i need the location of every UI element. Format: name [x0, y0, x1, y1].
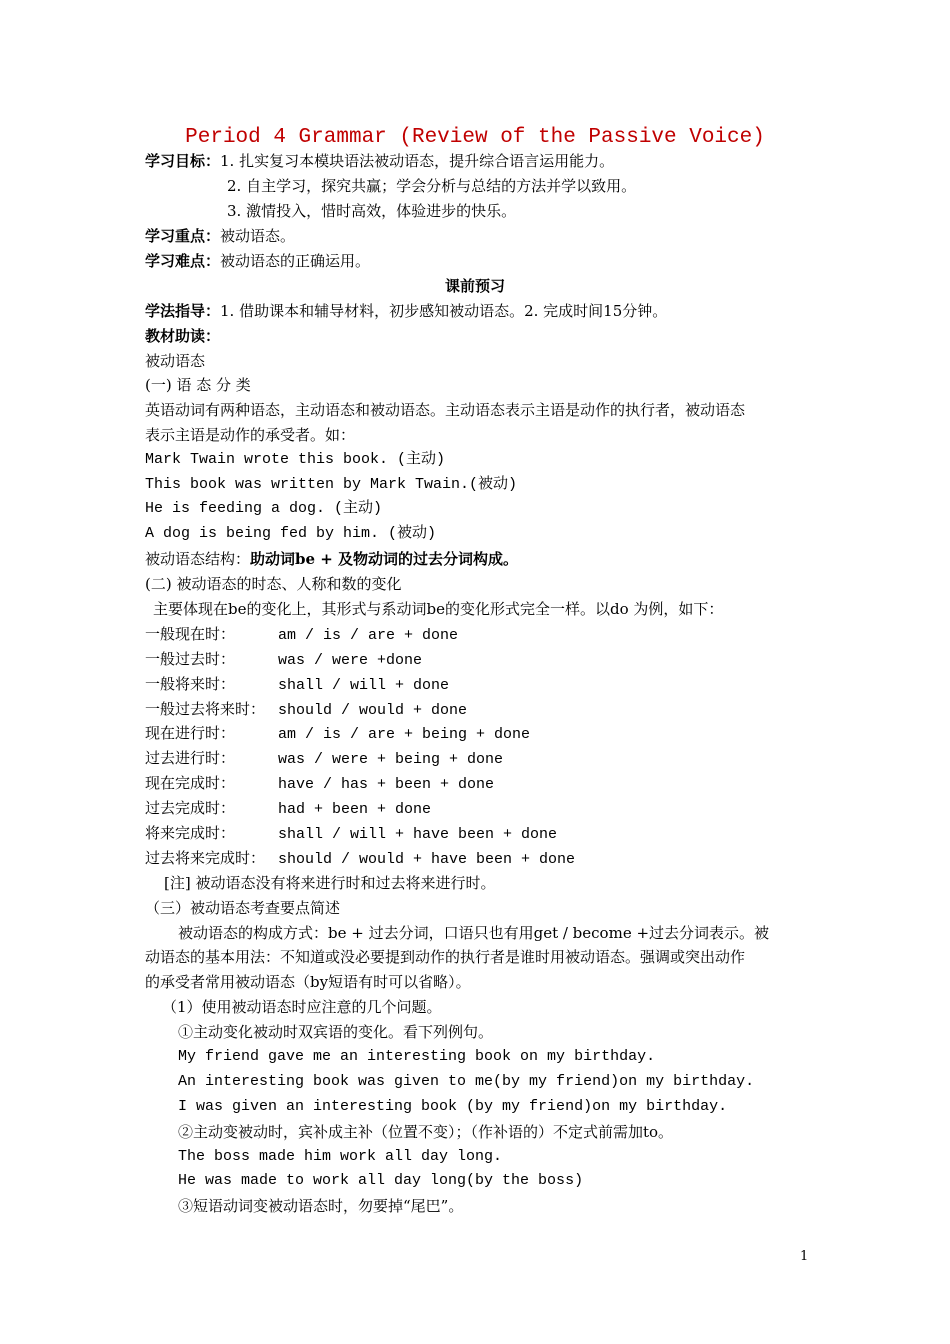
point-3: ③短语动词变被动语态时，勿要掉“尾巴”。	[178, 1197, 464, 1215]
tense-row	[145, 699, 467, 721]
topic-text: 被动语态	[145, 352, 206, 370]
tense-name: 过去将来完成时：	[145, 849, 266, 867]
tense-form: should / would + done	[278, 702, 468, 719]
objective-item: 3. 激情投入，惜时高效，体验进步的快乐。	[227, 202, 517, 220]
tense-form: should / would + have been + done	[278, 851, 576, 868]
tense-name: 过去进行时：	[145, 749, 236, 767]
key-point-line	[145, 226, 295, 246]
tense-form: shall / will + done	[278, 677, 450, 694]
tense-name: 将来完成时：	[145, 824, 236, 842]
tense-name: 一般将来时：	[145, 675, 236, 693]
tense-form: was / were + being + done	[278, 751, 504, 768]
tense-form: have / has + been + done	[278, 776, 495, 793]
tense-form: am / is / are + done	[278, 627, 459, 644]
tense-row	[145, 723, 530, 745]
tense-row	[145, 848, 575, 870]
tense-row	[145, 748, 503, 770]
structure-line	[145, 549, 518, 569]
tense-row	[145, 674, 449, 696]
tense-name: 一般过去时：	[145, 650, 236, 668]
part1-heading: (一) 语 态 分 类	[145, 376, 251, 394]
part2-heading: (二) 被动语态的时态、人称和数的变化	[145, 575, 402, 593]
objectives-label: 学习目标：	[145, 152, 221, 170]
structure-bold: 助动词be + 及物动词的过去分词构成。	[250, 550, 519, 568]
material-label: 教材助读：	[145, 327, 221, 345]
section-heading: 课前预习	[444, 277, 505, 295]
tense-name: 一般过去将来时：	[145, 700, 266, 718]
part1-paragraph: 表示主语是动作的承受者。如：	[145, 426, 356, 444]
tense-row	[145, 624, 458, 646]
difficulty-line	[145, 251, 370, 271]
key-point-text: 被动语态。	[220, 227, 296, 245]
example-sentence: This book was written by Mark Twain.(被动)	[145, 476, 518, 493]
part1-paragraph: 英语动词有两种语态，主动语态和被动语态。主动语态表示主语是动作的执行者，被动语态	[145, 401, 746, 419]
example-sentence: The boss made him work all day long.	[178, 1148, 503, 1165]
tense-name: 现在进行时：	[145, 724, 236, 742]
key-point-label: 学习重点：	[145, 227, 221, 245]
example-sentence: Mark Twain wrote this book. (主动)	[145, 451, 446, 468]
example-sentence: A dog is being fed by him. (被动)	[145, 525, 437, 542]
part3-subheading: （1）使用被动语态时应注意的几个问题。	[162, 998, 442, 1016]
part3-paragraph: 动语态的基本用法：不知道或没必要提到动作的执行者是谁时用被动语态。强调或突出动作	[145, 948, 746, 966]
example-sentence: My friend gave me an interesting book on my birthday.	[178, 1048, 656, 1065]
point-2: ②主动变被动时，宾补成主补（位置不变）；（作补语的）不定式前需加to。	[178, 1123, 674, 1141]
part3-paragraph: 的承受者常用被动语态（by短语有时可以省略）。	[145, 973, 471, 991]
structure-prefix: 被动语态结构：	[145, 550, 251, 568]
part2-note: [注] 被动语态没有将来进行时和过去将来进行时。	[164, 874, 496, 892]
example-sentence: I was given an interesting book (by my friend)on my birthday.	[178, 1098, 728, 1115]
example-sentence: He was made to work all day long(by the boss)	[178, 1172, 584, 1189]
example-sentence: He is feeding a dog. (主动)	[145, 500, 383, 517]
example-sentence: An interesting book was given to me(by my friend)on my birthday.	[178, 1073, 755, 1090]
part3-heading: （三）被动语态考查要点简述	[145, 899, 341, 917]
tense-row	[145, 773, 494, 795]
tense-name: 现在完成时：	[145, 774, 236, 792]
tense-form: shall / will + have been + done	[278, 826, 558, 843]
method-line	[145, 301, 667, 321]
difficulty-label: 学习难点：	[145, 252, 221, 270]
tense-row	[145, 649, 422, 671]
objective-item: 2. 自主学习，探究共赢；学会分析与总结的方法并学以致用。	[227, 177, 637, 195]
point-1: ①主动变化被动时双宾语的变化。看下列例句。	[178, 1023, 494, 1041]
page-number: 1	[800, 1249, 809, 1264]
part3-paragraph: 被动语态的构成方式：be + 过去分词，口语只也有用get / become +过去分词表示。被	[178, 924, 770, 942]
tense-form: had + been + done	[278, 801, 432, 818]
tense-form: was / were +done	[278, 652, 423, 669]
tense-row	[145, 798, 431, 820]
method-label: 学法指导：	[145, 302, 221, 320]
tense-row	[145, 823, 557, 845]
objective-item: 1. 扎实复习本模块语法被动语态，提升综合语言运用能力。	[220, 152, 615, 170]
tense-name: 过去完成时：	[145, 799, 236, 817]
objectives-line-1	[145, 151, 614, 171]
difficulty-text: 被动语态的正确运用。	[220, 252, 371, 270]
document-title: Period 4 Grammar (Review of the Passive Voice)	[185, 126, 765, 149]
method-text: 1. 借助课本和辅导材料，初步感知被动语态。2. 完成时间15分钟。	[220, 302, 668, 320]
tense-form: am / is / are + being + done	[278, 726, 531, 743]
tense-name: 一般现在时：	[145, 625, 236, 643]
part2-intro: 主要体现在be的变化上，其形式与系动词be的变化形式完全一样。以do 为例，如下：	[153, 600, 724, 618]
